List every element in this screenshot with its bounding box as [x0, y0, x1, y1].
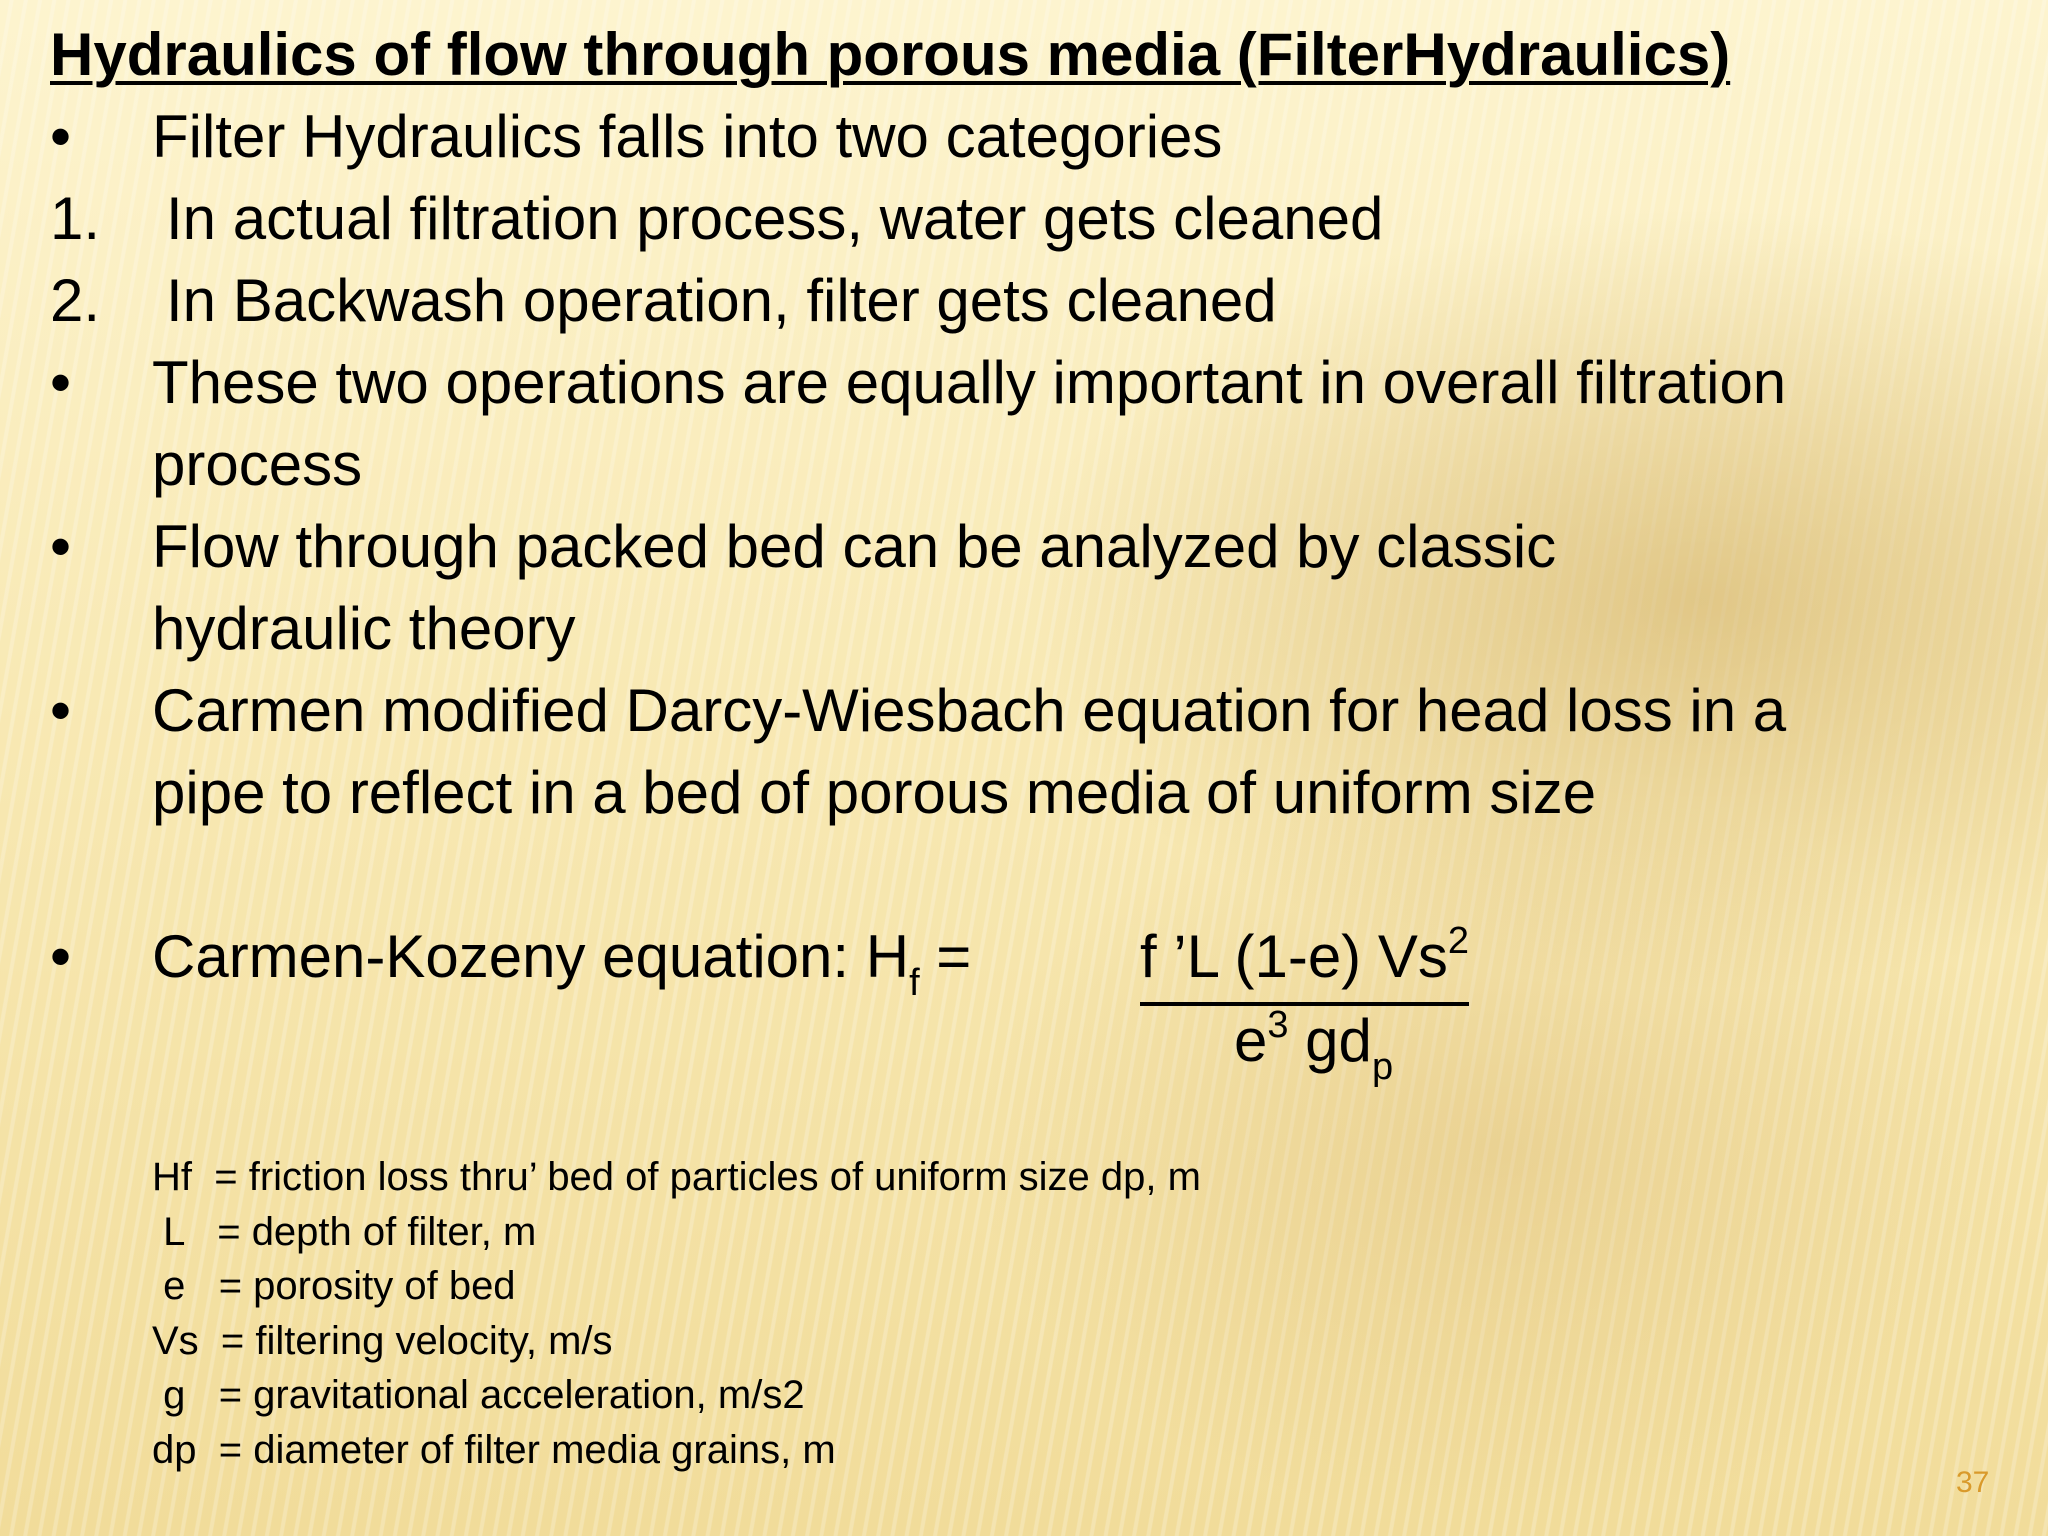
variable-definitions [152, 1150, 1201, 1477]
bullet-marker: • [50, 677, 72, 744]
definition-item: L = depth of filter, m [152, 1209, 537, 1254]
page-number: 37 [1956, 1466, 1990, 1499]
definition-item: g = gravitational acceleration, m/s2 [152, 1373, 805, 1417]
definition-item: dp = diameter of filter media grains, m [152, 1427, 836, 1472]
formula-label-text: Carmen-Kozeny equation: H [152, 923, 910, 990]
definition-item: e = porosity of bed [152, 1264, 516, 1308]
formula-equals: = [919, 923, 972, 990]
numerator-text: f ’L (1-e) Vs [1140, 923, 1448, 990]
formula-bullet-marker: • [50, 923, 72, 990]
bullet-text-continuation: pipe to reflect in a bed of porous media of uniform size [152, 759, 1597, 826]
formula-numerator [1140, 920, 1469, 1006]
definition-item: Vs = filtering velocity, m/s [152, 1318, 613, 1363]
numerator-superscript: 2 [1447, 920, 1469, 962]
bullet-marker: • [50, 103, 72, 170]
slide-title: Hydraulics of flow through porous media (FilterHydraulics) [50, 21, 1731, 88]
bullet-text: Flow through packed bed can be analyzed by classic [152, 513, 1557, 580]
bullet-text-continuation: process [152, 431, 363, 498]
number-marker: 2. [50, 267, 101, 334]
bullet-text: Carmen modified Darcy-Wiesbach equation for head loss in a [152, 677, 1787, 744]
denominator-text-a: e [1234, 1007, 1268, 1074]
definition-item: Hf = friction loss thru’ bed of particles of uniform size dp, m [152, 1155, 1201, 1199]
formula-label-subscript: f [909, 962, 920, 1004]
numbered-text: In actual filtration process, water gets cleaned [166, 185, 1384, 252]
formula-label [152, 920, 971, 1002]
number-marker: 1. [50, 185, 101, 252]
bullet-text-continuation: hydraulic theory [152, 595, 576, 662]
denominator-superscript: 3 [1267, 1004, 1289, 1046]
denominator-subscript: p [1371, 1046, 1394, 1088]
bullet-marker: • [50, 513, 72, 580]
formula-denominator [1234, 1004, 1393, 1086]
bullet-marker: • [50, 349, 72, 416]
denominator-text-b: gd [1288, 1007, 1372, 1074]
bullet-text: These two operations are equally important in overall filtration [152, 349, 1787, 416]
numbered-text: In Backwash operation, filter gets cleaned [166, 267, 1277, 334]
bullet-text: Filter Hydraulics falls into two categories [152, 103, 1223, 170]
